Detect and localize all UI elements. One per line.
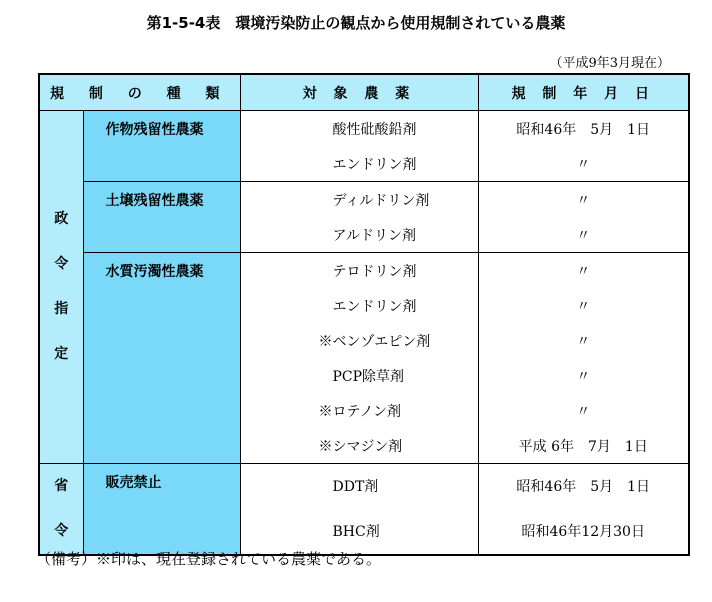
- target-pesticide-cell: [240, 464, 478, 509]
- table-title: 第1-5-4表 環境汚染防止の観点から使用規制されている農薬: [146, 14, 566, 32]
- target-pesticide-cell: [240, 358, 478, 393]
- target-pesticide: BHC剤: [332, 524, 380, 541]
- category-name: 土壌残留性農薬: [83, 182, 240, 253]
- target-pesticide-cell: [240, 253, 478, 289]
- target-pesticide-cell: [240, 288, 478, 323]
- group-label-char: 省: [54, 478, 69, 494]
- table-row: [39, 182, 689, 218]
- regulation-date: 〃: [576, 333, 591, 350]
- regulation-date: 昭和46年 5月 1日: [516, 121, 651, 138]
- category-name: 販売禁止: [83, 464, 240, 556]
- target-pesticide-cell: [240, 111, 478, 147]
- remarks-note: （備考）※印は、現在登録されている農薬である。: [36, 550, 382, 568]
- as-of-date: （平成9年3月現在）: [549, 56, 670, 71]
- table-row: [39, 464, 689, 509]
- regulation-date: 〃: [478, 146, 689, 182]
- category-name: 作物残留性農薬: [83, 111, 240, 182]
- regulation-date: 〃: [576, 368, 591, 385]
- target-pesticide: 酸性砒酸鉛剤: [332, 121, 417, 138]
- table-row: [39, 111, 689, 147]
- target-pesticide: エンドリン剤: [332, 156, 417, 173]
- regulation-group-label: [39, 111, 83, 464]
- regulation-date: 平成 6年 7月 1日: [478, 428, 689, 464]
- target-pesticide: DDT剤: [332, 479, 379, 496]
- target-pesticide: テロドリン剤: [332, 263, 417, 280]
- table-row: [39, 253, 689, 289]
- target-pesticide-cell: [240, 323, 478, 358]
- group-label-char: 定: [54, 346, 69, 362]
- regulation-date: 〃: [478, 217, 689, 253]
- header-regulation-kind: 規 制 の 種 類: [39, 74, 240, 111]
- target-pesticide: ※ベンゾエピン剤: [318, 333, 431, 350]
- header-target-pesticide: 対 象 農 薬: [240, 74, 478, 111]
- category-name: 水質汚濁性農薬: [83, 253, 240, 464]
- target-pesticide-cell: [240, 182, 478, 218]
- group-label-char: 令: [54, 256, 69, 272]
- group-label-char: 指: [54, 301, 69, 317]
- target-pesticide-cell: [240, 393, 478, 428]
- target-pesticide: PCP除草剤: [332, 368, 405, 385]
- regulation-date: 昭和46年 5月 1日: [516, 479, 651, 496]
- target-pesticide-cell: [240, 146, 478, 182]
- target-pesticide-cell: [240, 428, 478, 464]
- group-label-char: 政: [54, 211, 69, 227]
- target-pesticide: アルドリン剤: [332, 227, 416, 244]
- regulation-date: 〃: [576, 403, 591, 420]
- header-regulation-date: 規 制 年 月 日: [478, 74, 689, 111]
- group-label-char: 令: [54, 523, 69, 539]
- regulation-group-label: [39, 464, 83, 556]
- header-row: [39, 74, 689, 111]
- regulation-date: 〃: [576, 263, 591, 280]
- regulation-date: 〃: [576, 298, 591, 315]
- target-pesticide-cell: [240, 217, 478, 253]
- regulation-date: 昭和46年12月30日: [478, 509, 689, 555]
- regulation-date: 〃: [576, 192, 591, 209]
- target-pesticide: エンドリン剤: [332, 298, 417, 315]
- target-pesticide: ※ロテノン剤: [318, 403, 401, 420]
- target-pesticide: ※シマジン剤: [318, 438, 403, 455]
- pesticide-regulation-table: [38, 73, 690, 556]
- target-pesticide: ディルドリン剤: [332, 192, 430, 209]
